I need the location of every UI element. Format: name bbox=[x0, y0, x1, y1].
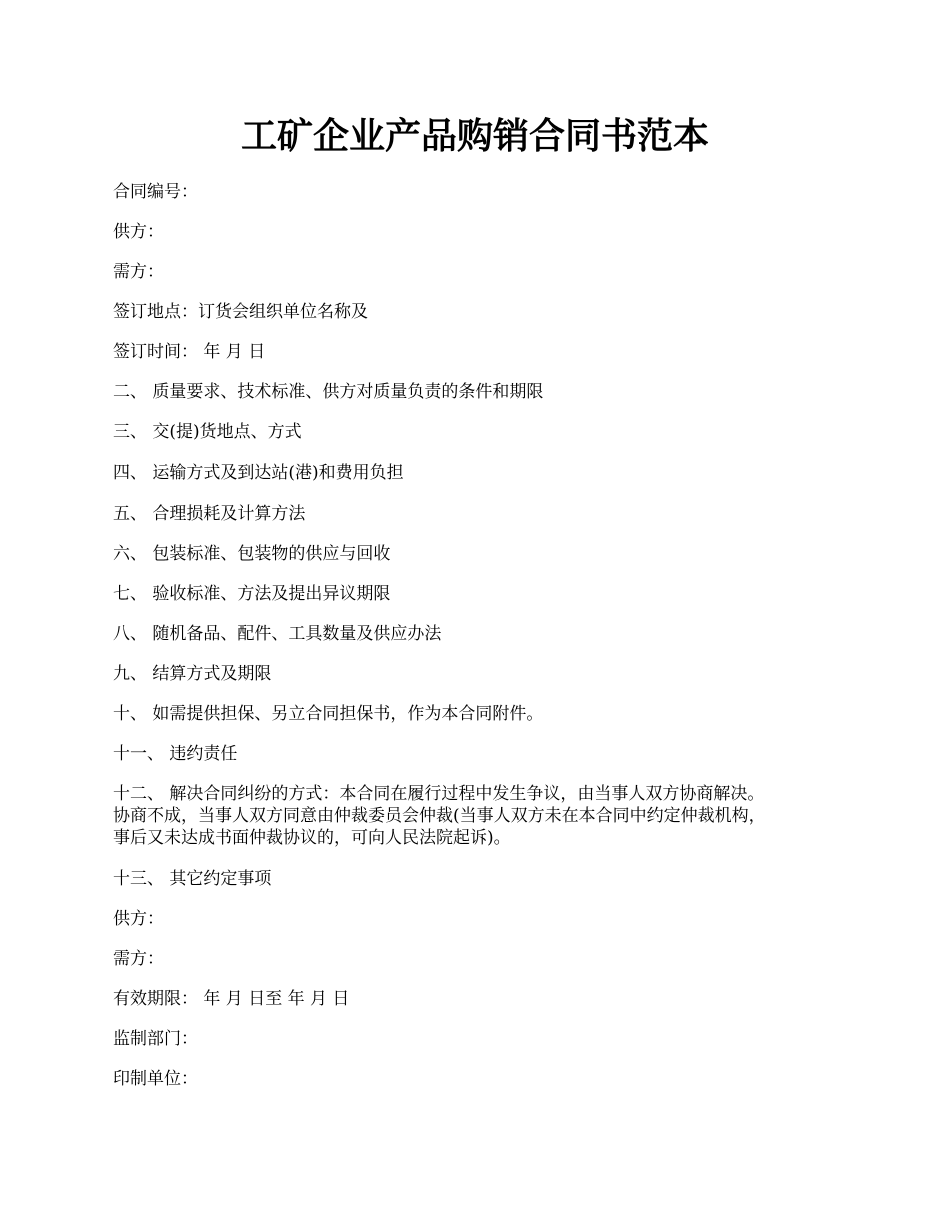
clause-7: 七、 验收标准、方法及提出异议期限 bbox=[113, 584, 391, 604]
clause-12-paragraph bbox=[113, 783, 833, 849]
supplier-line: 供方： bbox=[113, 222, 164, 242]
clause-2: 二、 质量要求、技术标准、供方对质量负责的条件和期限 bbox=[113, 382, 544, 402]
clause-12-line-3: 事后又未达成书面仲裁协议的，可向人民法院起诉)。 bbox=[113, 828, 511, 848]
buyer-line: 需方： bbox=[113, 262, 164, 282]
clause-6: 六、 包装标准、包装物的供应与回收 bbox=[113, 544, 391, 564]
supervising-department-line: 监制部门： bbox=[113, 1029, 198, 1049]
signing-date-line: 签订时间： 年 月 日 bbox=[113, 342, 266, 362]
contract-number-line: 合同编号： bbox=[113, 182, 198, 202]
clause-10: 十、 如需提供担保、另立合同担保书，作为本合同附件。 bbox=[113, 704, 544, 724]
signing-place-line: 签订地点：订货会组织单位名称及 bbox=[113, 302, 368, 322]
clause-9: 九、 结算方式及期限 bbox=[113, 664, 272, 684]
buyer-signature-line: 需方： bbox=[113, 949, 164, 969]
clause-3: 三、 交(提)货地点、方式 bbox=[113, 422, 302, 442]
clause-5: 五、 合理损耗及计算方法 bbox=[113, 504, 306, 524]
clause-12-line-2: 协商不成，当事人双方同意由仲裁委员会仲裁(当事人双方未在本合同中约定仲裁机构， bbox=[113, 806, 766, 826]
clause-4: 四、 运输方式及到达站(港)和费用负担 bbox=[113, 463, 404, 483]
supplier-signature-line: 供方： bbox=[113, 909, 164, 929]
clause-11: 十一、 违约责任 bbox=[113, 744, 238, 764]
clause-12-line-1: 十二、 解决合同纠纷的方式：本合同在履行过程中发生争议，由当事人双方协商解决。 bbox=[113, 784, 765, 804]
clause-8: 八、 随机备品、配件、工具数量及供应办法 bbox=[113, 624, 442, 644]
clause-13: 十三、 其它约定事项 bbox=[113, 869, 272, 889]
document-title: 工矿企业产品购销合同书范本 bbox=[240, 115, 709, 157]
validity-period-line: 有效期限： 年 月 日至 年 月 日 bbox=[113, 989, 350, 1009]
printing-unit-line: 印制单位： bbox=[113, 1069, 198, 1089]
